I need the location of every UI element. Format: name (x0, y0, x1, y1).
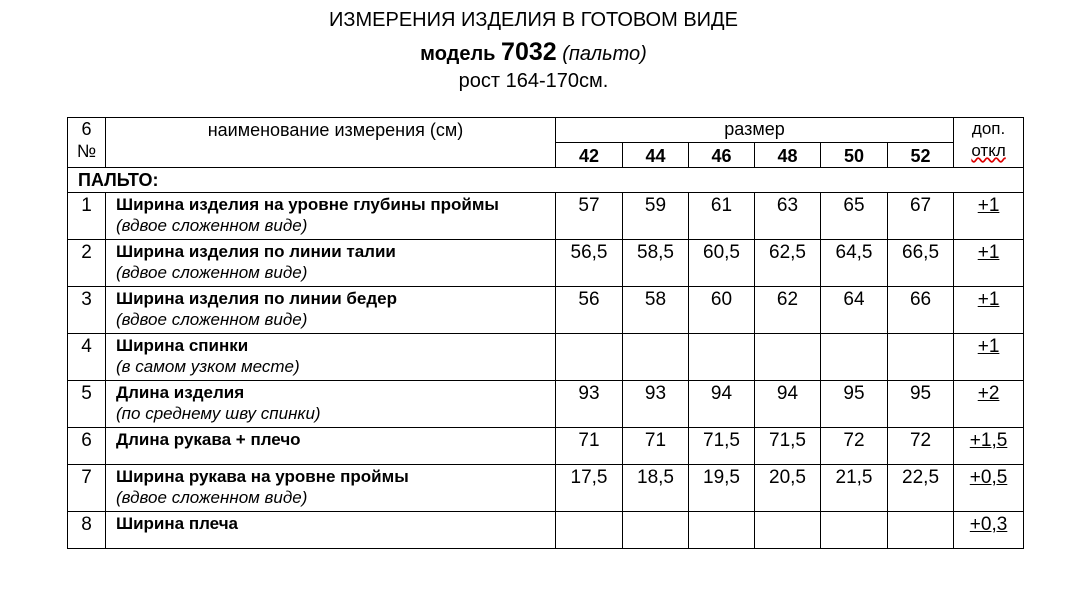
measurement-value (623, 334, 689, 381)
tolerance-cell (954, 193, 1024, 240)
tolerance-header-line2: откл (971, 141, 1006, 160)
measurement-value: 60,5 (689, 240, 755, 287)
measurement-value: 72 (888, 428, 954, 465)
size-cell: 48 (755, 143, 821, 168)
tolerance-cell (954, 240, 1024, 287)
size-cell: 46 (689, 143, 755, 168)
measurement-value (689, 512, 755, 549)
tolerance-cell (954, 287, 1024, 334)
measurement-note: (вдвое сложенном виде) (116, 216, 308, 235)
model-number: 7032 (501, 38, 557, 66)
measurement-value: 21,5 (821, 465, 888, 512)
measurement-value: 66 (888, 287, 954, 334)
document-title: ИЗМЕРЕНИЯ ИЗДЕЛИЯ В ГОТОВОМ ВИДЕ (329, 9, 738, 31)
measurement-name: Длина рукава + плечо (116, 430, 301, 449)
measurement-value: 71 (623, 428, 689, 465)
tolerance-cell (954, 381, 1024, 428)
measurement-note: (вдвое сложенном виде) (116, 488, 308, 507)
measurement-value: 63 (755, 193, 821, 240)
measurement-value (556, 334, 623, 381)
model-type: (пальто) (562, 43, 647, 65)
measurement-value (623, 512, 689, 549)
measurement-note: (вдвое сложенном виде) (116, 263, 308, 282)
measurement-value: 60 (689, 287, 755, 334)
size-cell: 52 (888, 143, 954, 168)
measurement-name: Ширина изделия по линии бедер (116, 289, 397, 308)
header-row (68, 118, 1024, 143)
tolerance-value: +1 (977, 242, 1000, 263)
row-number: 3 (68, 287, 106, 334)
table-row (68, 287, 1024, 334)
tolerance-value: +1 (977, 289, 1000, 310)
row-number: 5 (68, 381, 106, 428)
measurement-value: 62 (755, 287, 821, 334)
measurement-value (888, 334, 954, 381)
measurement-value: 71,5 (689, 428, 755, 465)
tolerance-cell (954, 428, 1024, 465)
measurement-name-cell (106, 240, 556, 287)
measurement-value (821, 512, 888, 549)
measurement-value: 20,5 (755, 465, 821, 512)
tolerance-value: +1 (977, 336, 1000, 357)
measurement-name: Ширина изделия по линии талии (116, 242, 396, 261)
number-header-sign: № (76, 141, 97, 161)
measurement-value: 67 (888, 193, 954, 240)
measurement-value: 64 (821, 287, 888, 334)
measurement-value: 94 (755, 381, 821, 428)
measurement-name-cell (106, 465, 556, 512)
measurement-value: 66,5 (888, 240, 954, 287)
measurement-name-cell (106, 334, 556, 381)
measurement-value: 65 (821, 193, 888, 240)
measurement-value: 19,5 (689, 465, 755, 512)
measurement-name: Ширина плеча (116, 514, 239, 533)
tolerance-value: +1 (977, 195, 1000, 216)
measurement-name-cell (106, 287, 556, 334)
measurement-value: 57 (556, 193, 623, 240)
measurement-value: 58 (623, 287, 689, 334)
model-line (0, 38, 1067, 67)
size-cell: 42 (556, 143, 623, 168)
measurement-note: (по среднему шву спинки) (116, 404, 321, 423)
measurements-table (67, 117, 1024, 549)
measurement-value: 93 (556, 381, 623, 428)
table-row (68, 381, 1024, 428)
tolerance-cell (954, 334, 1024, 381)
measurement-note: (вдвое сложенном виде) (116, 310, 308, 329)
table-body (68, 118, 1024, 549)
row-number: 4 (68, 334, 106, 381)
measurement-value: 56,5 (556, 240, 623, 287)
measurement-name: Ширина спинки (116, 336, 249, 355)
measurement-name-cell (106, 381, 556, 428)
measurement-value: 93 (623, 381, 689, 428)
table-row (68, 334, 1024, 381)
row-number: 8 (68, 512, 106, 549)
measurement-value: 95 (821, 381, 888, 428)
size-cell: 50 (821, 143, 888, 168)
measurement-value: 61 (689, 193, 755, 240)
measurement-name-cell (106, 512, 556, 549)
measurement-value (689, 334, 755, 381)
tolerance-value: +0,5 (969, 467, 1008, 488)
size-header: размер (556, 118, 954, 143)
tolerance-cell (954, 512, 1024, 549)
measurement-value (821, 334, 888, 381)
measurement-name-cell (106, 428, 556, 465)
table-row (68, 240, 1024, 287)
measurement-value: 59 (623, 193, 689, 240)
measurement-name-cell (106, 193, 556, 240)
measurement-value: 72 (821, 428, 888, 465)
row-number: 7 (68, 465, 106, 512)
section-label: ПАЛЬТО: (68, 168, 1024, 193)
tolerance-header-line1: доп. (971, 119, 1006, 138)
measurement-value: 94 (689, 381, 755, 428)
name-header: наименование измерения (см) (106, 118, 556, 168)
tolerance-value: +0,3 (969, 514, 1008, 535)
row-number: 2 (68, 240, 106, 287)
tolerance-cell (954, 465, 1024, 512)
measurement-value: 62,5 (755, 240, 821, 287)
number-header-digit: 6 (81, 119, 92, 139)
measurement-value: 71,5 (755, 428, 821, 465)
size-cell: 44 (623, 143, 689, 168)
table-row (68, 512, 1024, 549)
section-row (68, 168, 1024, 193)
measurement-value: 18,5 (623, 465, 689, 512)
measurement-value: 58,5 (623, 240, 689, 287)
measurement-value: 64,5 (821, 240, 888, 287)
tolerance-header (954, 118, 1024, 168)
row-number: 6 (68, 428, 106, 465)
table-row (68, 193, 1024, 240)
model-prefix: модель (420, 43, 496, 65)
table-row (68, 428, 1024, 465)
measurement-value: 22,5 (888, 465, 954, 512)
measurement-name: Ширина изделия на уровне глубины проймы (116, 195, 499, 214)
measurement-name: Ширина рукава на уровне проймы (116, 467, 409, 486)
measurement-value (755, 334, 821, 381)
height-range: рост 164-170см. (458, 70, 609, 92)
measurement-value: 71 (556, 428, 623, 465)
measurement-value (556, 512, 623, 549)
measurement-value (755, 512, 821, 549)
measurement-value: 17,5 (556, 465, 623, 512)
measurement-value (888, 512, 954, 549)
table-row (68, 465, 1024, 512)
measurement-note: (в самом узком месте) (116, 357, 300, 376)
measurement-value: 95 (888, 381, 954, 428)
row-number: 1 (68, 193, 106, 240)
measurement-name: Длина изделия (116, 383, 245, 402)
tolerance-value: +1,5 (969, 430, 1008, 451)
number-header-cell (68, 118, 106, 168)
measurement-value: 56 (556, 287, 623, 334)
tolerance-value: +2 (977, 383, 1000, 404)
